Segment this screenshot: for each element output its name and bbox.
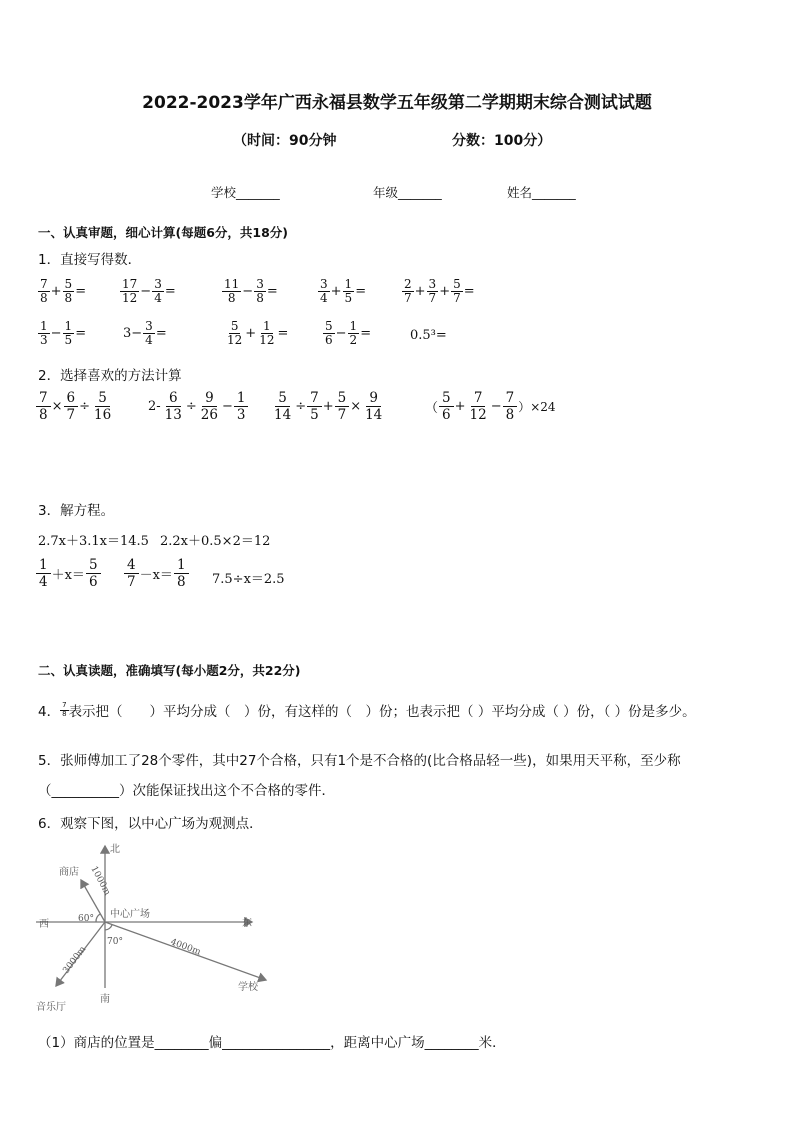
operand: 3−: [123, 325, 143, 341]
operand: 2-: [148, 399, 161, 415]
q3-eq2: 2.2x＋0.5×2＝12: [160, 534, 271, 549]
operator: ÷: [185, 399, 197, 415]
operator: +: [322, 399, 334, 415]
equals: =: [463, 283, 475, 299]
shop-angle-label: 60°: [78, 914, 94, 924]
q3-eq1: 2.7x＋3.1x＝14.5: [38, 534, 149, 549]
section2-heading: 二、认真读题，准确填写(每小题2分，共22分): [38, 663, 301, 678]
paren-close: ）×24: [518, 400, 556, 415]
denominator: 14: [365, 407, 383, 424]
numerator: 1: [174, 557, 189, 574]
shop-distance-label: 1000m: [88, 864, 112, 898]
operator: ÷: [79, 399, 90, 415]
denominator: 8: [227, 290, 236, 305]
q3-eq3: [36, 557, 101, 590]
denominator: 5: [310, 407, 319, 424]
q2-expr1: [36, 390, 114, 423]
denominator: 12: [469, 407, 487, 424]
numerator: 1: [349, 319, 358, 333]
denominator: 3: [236, 407, 246, 424]
paren-open: （: [425, 401, 439, 417]
denominator: 7: [404, 290, 412, 305]
q2-expr4: [424, 390, 557, 423]
denominator: 6: [442, 407, 451, 424]
denominator: 8: [176, 574, 186, 591]
operator: −: [140, 283, 152, 299]
numerator: 7: [307, 390, 322, 407]
denominator: 8: [64, 290, 73, 305]
music-hall-label: 音乐厅: [36, 1002, 66, 1013]
operator: +: [414, 283, 426, 299]
score-label: 分数：100分）: [452, 133, 552, 149]
denominator: 8: [505, 407, 515, 424]
q2-label: 2．选择喜欢的方法计算: [38, 368, 182, 384]
denominator: 12: [122, 290, 138, 305]
numerator: 6: [64, 390, 79, 407]
denominator: 8: [40, 290, 48, 305]
denominator: 8: [256, 290, 264, 305]
q1-row1-item4: [318, 278, 367, 304]
school-distance-label: 4000m: [168, 937, 202, 958]
denominator: 14: [274, 407, 292, 424]
denominator: 6: [325, 332, 333, 347]
numerator: 3: [256, 277, 264, 291]
denominator: 8: [62, 709, 67, 718]
direction-map: [30, 838, 280, 1018]
operator: ×: [350, 399, 362, 415]
operator: ×: [51, 399, 63, 415]
numerator: 5: [230, 319, 239, 333]
equals: =: [75, 325, 87, 341]
denominator: 7: [337, 407, 347, 424]
numerator: 3: [428, 277, 437, 291]
numerator: 1: [40, 319, 48, 333]
music-distance-label: 3000m: [61, 944, 89, 976]
denominator: 16: [94, 407, 112, 424]
q6-label: 6．观察下图，以中心广场为观测点．: [38, 816, 263, 832]
numerator: 1: [234, 390, 249, 407]
numerator: 3: [154, 277, 162, 291]
numerator: 6: [166, 390, 181, 407]
denominator: 4: [320, 290, 328, 305]
shop-label: 商店: [59, 867, 79, 878]
numerator: 5: [439, 390, 454, 407]
q1-row2-item4: [323, 320, 372, 346]
q3-label: 3．解方程。: [38, 503, 115, 519]
q4-text: 表示把（ ）平均分成（ ）份，有这样的（ ）份；也表示把（ ）平均分成（ ）份，（ ）份是多少。: [68, 704, 696, 720]
numerator: 11: [224, 277, 240, 291]
denominator: 3: [40, 332, 48, 347]
numerator: 7: [62, 701, 67, 710]
school-label: 学校: [238, 982, 258, 993]
operator: +: [330, 283, 342, 299]
denominator: 7: [66, 407, 76, 424]
operator: −: [490, 399, 502, 415]
numerator: 17: [122, 277, 138, 291]
denominator: 5: [64, 332, 73, 347]
numerator: 2: [404, 277, 412, 291]
denominator: 4: [154, 290, 162, 305]
operator: +: [245, 325, 257, 341]
equals: =: [164, 283, 176, 299]
q1-label: 1．直接写得数．: [38, 252, 142, 268]
angle-arc-shop: [96, 914, 100, 922]
operator: －x＝: [139, 568, 173, 584]
numerator: 9: [202, 390, 217, 407]
east-label: 东: [242, 918, 252, 929]
time-label: （时间：90分钟: [233, 133, 337, 149]
operator: +: [454, 399, 466, 415]
numerator: 9: [366, 390, 381, 407]
numerator: 5: [275, 390, 290, 407]
numerator: 7: [36, 390, 51, 407]
q4: [38, 700, 696, 720]
q1-row1-item2: [120, 278, 177, 304]
denominator: 12: [259, 332, 275, 347]
q3-eq4: [124, 557, 189, 590]
north-label: 北: [110, 844, 120, 855]
equals: =: [355, 283, 367, 299]
denominator: 5: [344, 290, 353, 305]
operator: −: [335, 325, 347, 341]
school-field[interactable]: 学校_______: [211, 185, 280, 200]
south-label: 南: [100, 994, 110, 1005]
q2-expr3: [271, 390, 385, 423]
section1-heading: 一、认真审题，细心计算(每题6分，共18分): [38, 225, 289, 240]
q1-row1-item5: [402, 278, 476, 304]
q4-number: 4．: [38, 704, 61, 720]
numerator: 7: [503, 390, 518, 407]
q1-row2-item3: [225, 320, 289, 346]
denominator: 8: [39, 407, 48, 424]
equals: =: [75, 283, 87, 299]
denominator: 26: [200, 407, 218, 424]
denominator: 4: [145, 332, 153, 347]
numerator: 1: [64, 319, 73, 333]
operator: ＋x＝: [51, 568, 85, 584]
numerator: 7: [471, 390, 486, 407]
numerator: 3: [320, 277, 328, 291]
page-title: 2022-2023学年广西永福县数学五年级第二学期期末综合测试试题: [142, 93, 652, 113]
equals: =: [360, 325, 372, 341]
school-angle-label: 70°: [107, 937, 123, 947]
equals: =: [266, 283, 278, 299]
numerator: 7: [40, 277, 48, 291]
denominator: 7: [453, 290, 461, 305]
q1-row2-item1: [38, 320, 87, 346]
operator: −: [221, 399, 233, 415]
q5-line1: 5．张师傅加工了28个零件，其中27个合格，只有1个是不合格的(比合格品轻一些)，如果用天平称，至少称: [38, 753, 681, 769]
denominator: 12: [227, 332, 243, 347]
numerator: 4: [124, 557, 139, 574]
numerator: 5: [335, 390, 350, 407]
name-field[interactable]: 姓名_______: [507, 185, 576, 200]
denominator: 13: [164, 407, 182, 424]
q5-line2: （__________）次能保证找出这个不合格的零件．: [38, 783, 335, 799]
operator: ÷: [295, 399, 307, 415]
denominator: 7: [127, 574, 136, 591]
q2-expr2: [147, 390, 248, 423]
numerator: 3: [145, 319, 153, 333]
denominator: 7: [428, 290, 437, 305]
equals: =: [155, 325, 167, 341]
equals: =: [277, 325, 289, 341]
numerator: 1: [263, 319, 271, 333]
operator: −: [242, 283, 254, 299]
q1-row2-item2: [122, 320, 168, 346]
denominator: 6: [88, 574, 98, 591]
numerator: 5: [95, 390, 110, 407]
numerator: 5: [453, 277, 461, 291]
q6-sub1: （1）商店的位置是________偏________________，距离中心广场________米．: [38, 1035, 506, 1051]
center-label: 中心广场: [110, 909, 150, 920]
west-label: 西: [39, 919, 49, 930]
operator: +: [50, 283, 62, 299]
grade-field[interactable]: 年级_______: [373, 185, 442, 200]
angle-arc-school: [105, 925, 112, 930]
numerator: 5: [64, 277, 73, 291]
numerator: 5: [86, 557, 101, 574]
q1-row2-item5: 0.5³=: [410, 328, 447, 343]
q1-row1-item1: [38, 278, 87, 304]
operator: −: [50, 325, 62, 341]
operator: +: [439, 283, 451, 299]
q1-row1-item3: [222, 278, 279, 304]
denominator: 4: [39, 574, 48, 591]
numerator: 5: [325, 319, 333, 333]
q3-eq5: 7.5÷x＝2.5: [212, 572, 285, 587]
numerator: 1: [344, 277, 353, 291]
numerator: 1: [36, 557, 51, 574]
denominator: 2: [349, 332, 358, 347]
